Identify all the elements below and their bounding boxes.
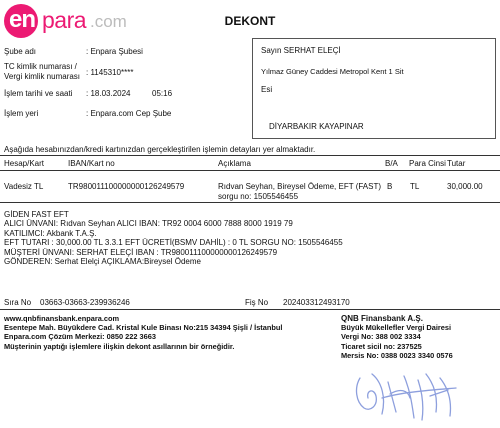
sequence-value: 03663-03663-239936246 <box>40 298 130 307</box>
datetime-label: İşlem tarihi ve saati <box>4 89 73 98</box>
recipient-address-line3: DİYARBAKIR KAYAPINAR <box>269 122 364 131</box>
header-account: Hesap/Kart <box>4 159 45 168</box>
detail-line: ALICI ÜNVANI: Rıdvan Seyhan ALICI IBAN: TR92 0004 6000 7888 8000 1919 79 <box>4 219 293 229</box>
detail-line: GÖNDEREN: Serhat Elelçi AÇIKLAMA:Bireysel Ödeme <box>4 257 201 267</box>
header-description: Açıklama <box>218 159 251 168</box>
detail-line: GİDEN FAST EFT <box>4 210 69 219</box>
logo-en-text: en <box>9 6 36 33</box>
signature-stamp-icon <box>352 368 462 424</box>
row-amount: 30,000.00 <box>447 182 483 191</box>
divider <box>0 155 500 156</box>
location-value: : Enpara.com Cep Şube <box>86 109 172 118</box>
detail-line: MÜŞTERİ ÜNVANI: SERHAT ELEÇİ IBAN : TR980011100000000126249579 <box>4 247 278 257</box>
document-title: DEKONT <box>224 14 276 28</box>
logo-para-text: para <box>42 7 87 33</box>
branch-value: : Enpara Şubesi <box>86 47 143 56</box>
footer-right <box>341 314 453 360</box>
row-description-line1: Rıdvan Seyhan, Bireysel Ödeme, EFT (FAST) <box>218 182 382 191</box>
footer-address: Esentepe Mah. Büyükdere Cad. Kristal Kule Binası No:215 34394 Şişli / İstanbul <box>4 323 283 333</box>
intro-text: Aşağıda hesabınızdan/kredi kartınızdan gerçekleştirilen işlemin detayları yer almaktadır. <box>4 145 316 154</box>
footer-notice: Müşterinin yaptığı işlemlere ilişkin dekont asıllarının bir örneğidir. <box>4 341 235 351</box>
header-currency: Para Cinsi <box>409 159 446 168</box>
detail-line: KATILIMCI: Akbank T.A.Ş. <box>4 228 97 238</box>
tc-value: : 1145310**** <box>86 68 134 77</box>
tc-label-line2: Vergi kimlik numarası <box>4 72 81 81</box>
header-amount: Tutar <box>447 159 466 168</box>
footer-website: www.qnbfinansbank.enpara.com <box>4 314 120 323</box>
location-label: İşlem yeri <box>4 109 39 118</box>
recipient-address-line1: Yılmaz Güney Caddesi Metropol Kent 1 Sit <box>261 67 404 76</box>
recipient-address-line2: Esi <box>261 85 273 94</box>
recipient-name: Sayın SERHAT ELEÇİ <box>261 46 341 55</box>
row-currency: TL <box>410 182 420 191</box>
receipt-value: 202403312493170 <box>283 298 350 307</box>
sequence-label: Sıra No <box>4 298 32 307</box>
detail-line: EFT TUTARI : 30,000.00 TL 3.3.1 EFT ÜCRETİ(BSMV DAHİL) : 0 TL SORGU NO: 1505546455 <box>4 238 343 248</box>
transaction-details <box>4 210 343 266</box>
recipient-address-box <box>252 38 496 139</box>
receipt-label: Fiş No <box>245 298 269 307</box>
footer-bank-name: QNB Finansbank A.Ş. <box>341 314 423 323</box>
row-iban: TR980011100000000126249579 <box>68 182 185 191</box>
footer-trade-registry: Ticaret sicil no: 237525 <box>341 341 422 351</box>
footer-tax-office: Büyük Mükellefler Vergi Dairesi <box>341 323 452 333</box>
datetime-time: 05:16 <box>152 89 173 98</box>
footer-mersis: Mersis No: 0388 0023 3340 0576 <box>341 350 453 360</box>
datetime-date: : 18.03.2024 <box>86 89 131 98</box>
tc-label-line1: TC kimlik numarası / <box>4 62 77 71</box>
header-ba: B/A <box>385 159 398 168</box>
divider <box>0 202 500 203</box>
footer-tax-number: Vergi No: 388 002 3334 <box>341 332 421 342</box>
divider <box>0 309 500 310</box>
divider <box>0 170 500 171</box>
branch-label: Şube adı <box>4 47 37 56</box>
row-ba: B <box>387 182 393 191</box>
header-iban: IBAN/Kart no <box>68 159 115 168</box>
footer-support-phone: Enpara.com Çözüm Merkezi: 0850 222 3663 <box>4 332 156 342</box>
row-account: Vadesiz TL <box>4 182 44 191</box>
row-description-line2: sorgu no: 1505546455 <box>218 192 299 201</box>
footer-left <box>4 314 282 351</box>
logo-com-text: .com <box>90 12 127 31</box>
